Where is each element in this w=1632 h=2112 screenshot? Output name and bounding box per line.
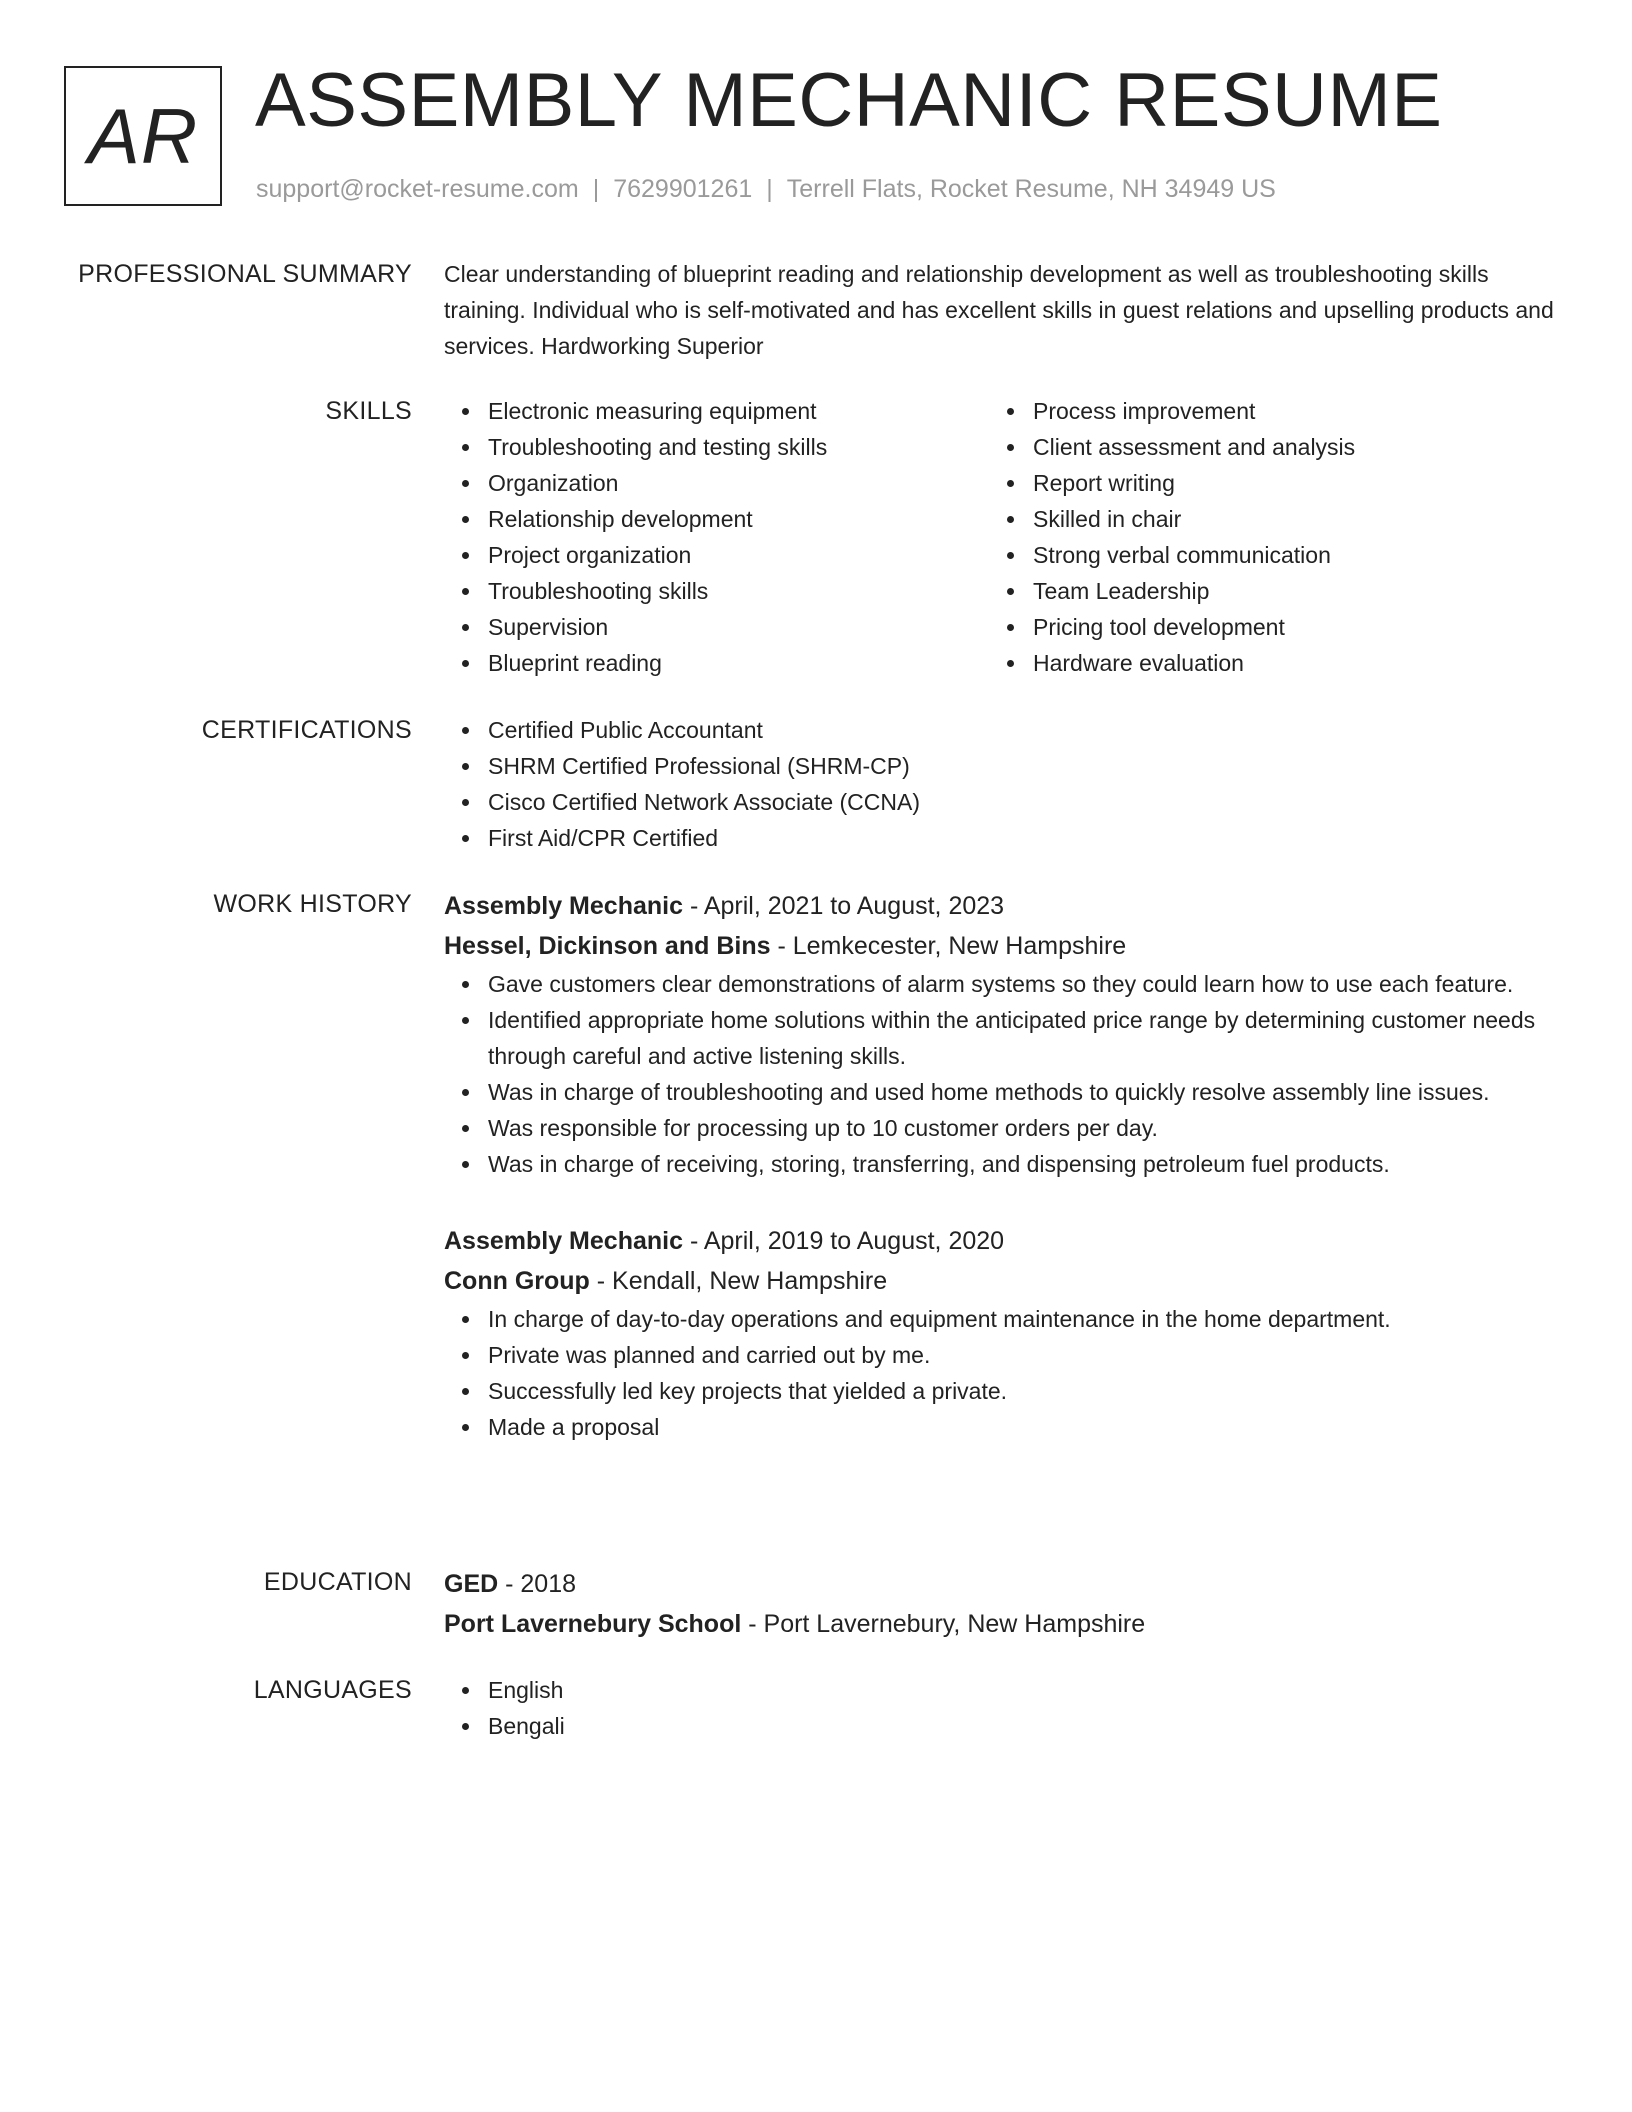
job-bullet: Was in charge of troubleshooting and used home methods to quickly resolve assembly line issues.	[488, 1074, 1564, 1110]
certifications-body	[444, 712, 1564, 856]
skill-item: Electronic measuring equipment	[488, 393, 989, 429]
skill-item: Project organization	[488, 537, 989, 573]
section-label-certifications: CERTIFICATIONS	[201, 716, 412, 744]
job-location: - Lemkecester, New Hampshire	[770, 932, 1127, 960]
job-title: Assembly Mechanic	[444, 892, 683, 920]
education-degree: GED	[444, 1570, 499, 1598]
skill-item: Report writing	[1033, 465, 1534, 501]
job-bullet: Successfully led key projects that yielded a private.	[488, 1373, 1564, 1409]
job-bullet-list	[444, 1301, 1564, 1445]
certification-item: SHRM Certified Professional (SHRM-CP)	[488, 748, 1564, 784]
languages-body	[444, 1672, 1564, 1744]
education-body	[444, 1564, 1564, 1644]
contact-separator: |	[592, 175, 600, 203]
certifications-list	[444, 712, 1564, 856]
skill-item: Troubleshooting and testing skills	[488, 429, 989, 465]
education-year: - 2018	[498, 1570, 577, 1598]
certification-item: First Aid/CPR Certified	[488, 820, 1564, 856]
job-company: Hessel, Dickinson and Bins	[444, 932, 771, 960]
job-dates: - April, 2019 to August, 2020	[683, 1227, 1005, 1255]
job-title: Assembly Mechanic	[444, 1227, 683, 1255]
section-label-work-history: WORK HISTORY	[213, 890, 412, 918]
section-label-skills: SKILLS	[325, 397, 412, 425]
section-label-languages: LANGUAGES	[253, 1676, 412, 1704]
job-bullet: In charge of day-to-day operations and equipment maintenance in the home department.	[488, 1301, 1564, 1337]
skill-item: Client assessment and analysis	[1033, 429, 1534, 465]
job-title-line	[444, 1221, 1564, 1261]
job-bullet: Was in charge of receiving, storing, transferring, and dispensing petroleum fuel products.	[488, 1146, 1564, 1182]
job-bullet: Made a proposal	[488, 1409, 1564, 1445]
contact-separator: |	[766, 175, 773, 203]
skill-item: Pricing tool development	[1033, 609, 1534, 645]
resume-title: ASSEMBLY MECHANIC RESUME	[255, 58, 1443, 143]
skill-item: Blueprint reading	[488, 645, 989, 681]
job-bullet: Private was planned and carried out by me.	[488, 1337, 1564, 1373]
job-entry	[444, 886, 1564, 1182]
certification-item: Cisco Certified Network Associate (CCNA)	[488, 784, 1564, 820]
skill-item: Process improvement	[1033, 393, 1534, 429]
section-label-education: EDUCATION	[263, 1568, 412, 1596]
skill-item: Organization	[488, 465, 989, 501]
skills-column-left	[444, 393, 989, 681]
contact-line	[256, 172, 1276, 206]
section-label-summary: PROFESSIONAL SUMMARY	[78, 260, 412, 288]
language-item: Bengali	[488, 1708, 1564, 1744]
skill-item: Strong verbal communication	[1033, 537, 1534, 573]
work-history-body	[444, 886, 1564, 1484]
monogram-badge: AR	[64, 66, 222, 206]
job-company-line	[444, 926, 1564, 966]
certification-item: Certified Public Accountant	[488, 712, 1564, 748]
job-bullet: Gave customers clear demonstrations of alarm systems so they could learn how to use each feature.	[488, 966, 1564, 1002]
job-bullet: Was responsible for processing up to 10 customer orders per day.	[488, 1110, 1564, 1146]
job-entry	[444, 1221, 1564, 1445]
languages-list	[444, 1672, 1564, 1744]
skill-item: Hardware evaluation	[1033, 645, 1534, 681]
contact-phone: 7629901261	[613, 175, 753, 203]
education-school-line	[444, 1604, 1564, 1644]
job-bullet: Identified appropriate home solutions within the anticipated price range by determining customer needs through careful and active listening skills.	[488, 1002, 1564, 1074]
skills-list-left	[444, 393, 989, 681]
job-company-line	[444, 1261, 1564, 1301]
skills-column-right	[989, 393, 1534, 681]
skills-columns	[444, 393, 1564, 681]
skills-list-right	[989, 393, 1534, 681]
job-title-line	[444, 886, 1564, 926]
contact-address: Terrell Flats, Rocket Resume, NH 34949 US	[786, 175, 1276, 203]
summary-text: Clear understanding of blueprint reading and relationship development as well as troubleshooting skills training. Individual who is self-motivated and has excellent skills in guest relations and upselling products and services. Hardworking Superior	[444, 261, 1554, 359]
skill-item: Relationship development	[488, 501, 989, 537]
education-location: - Port Lavernebury, New Hampshire	[741, 1610, 1146, 1638]
skill-item: Troubleshooting skills	[488, 573, 989, 609]
education-school: Port Lavernebury School	[444, 1610, 742, 1638]
skill-item: Skilled in chair	[1033, 501, 1534, 537]
education-degree-line	[444, 1564, 1564, 1604]
job-company: Conn Group	[444, 1267, 590, 1295]
job-location: - Kendall, New Hampshire	[589, 1267, 888, 1295]
contact-email: support@rocket-resume.com	[256, 175, 579, 203]
job-bullet-list	[444, 966, 1564, 1182]
job-dates: - April, 2021 to August, 2023	[683, 892, 1005, 920]
skill-item: Supervision	[488, 609, 989, 645]
skill-item: Team Leadership	[1033, 573, 1534, 609]
language-item: English	[488, 1672, 1564, 1708]
